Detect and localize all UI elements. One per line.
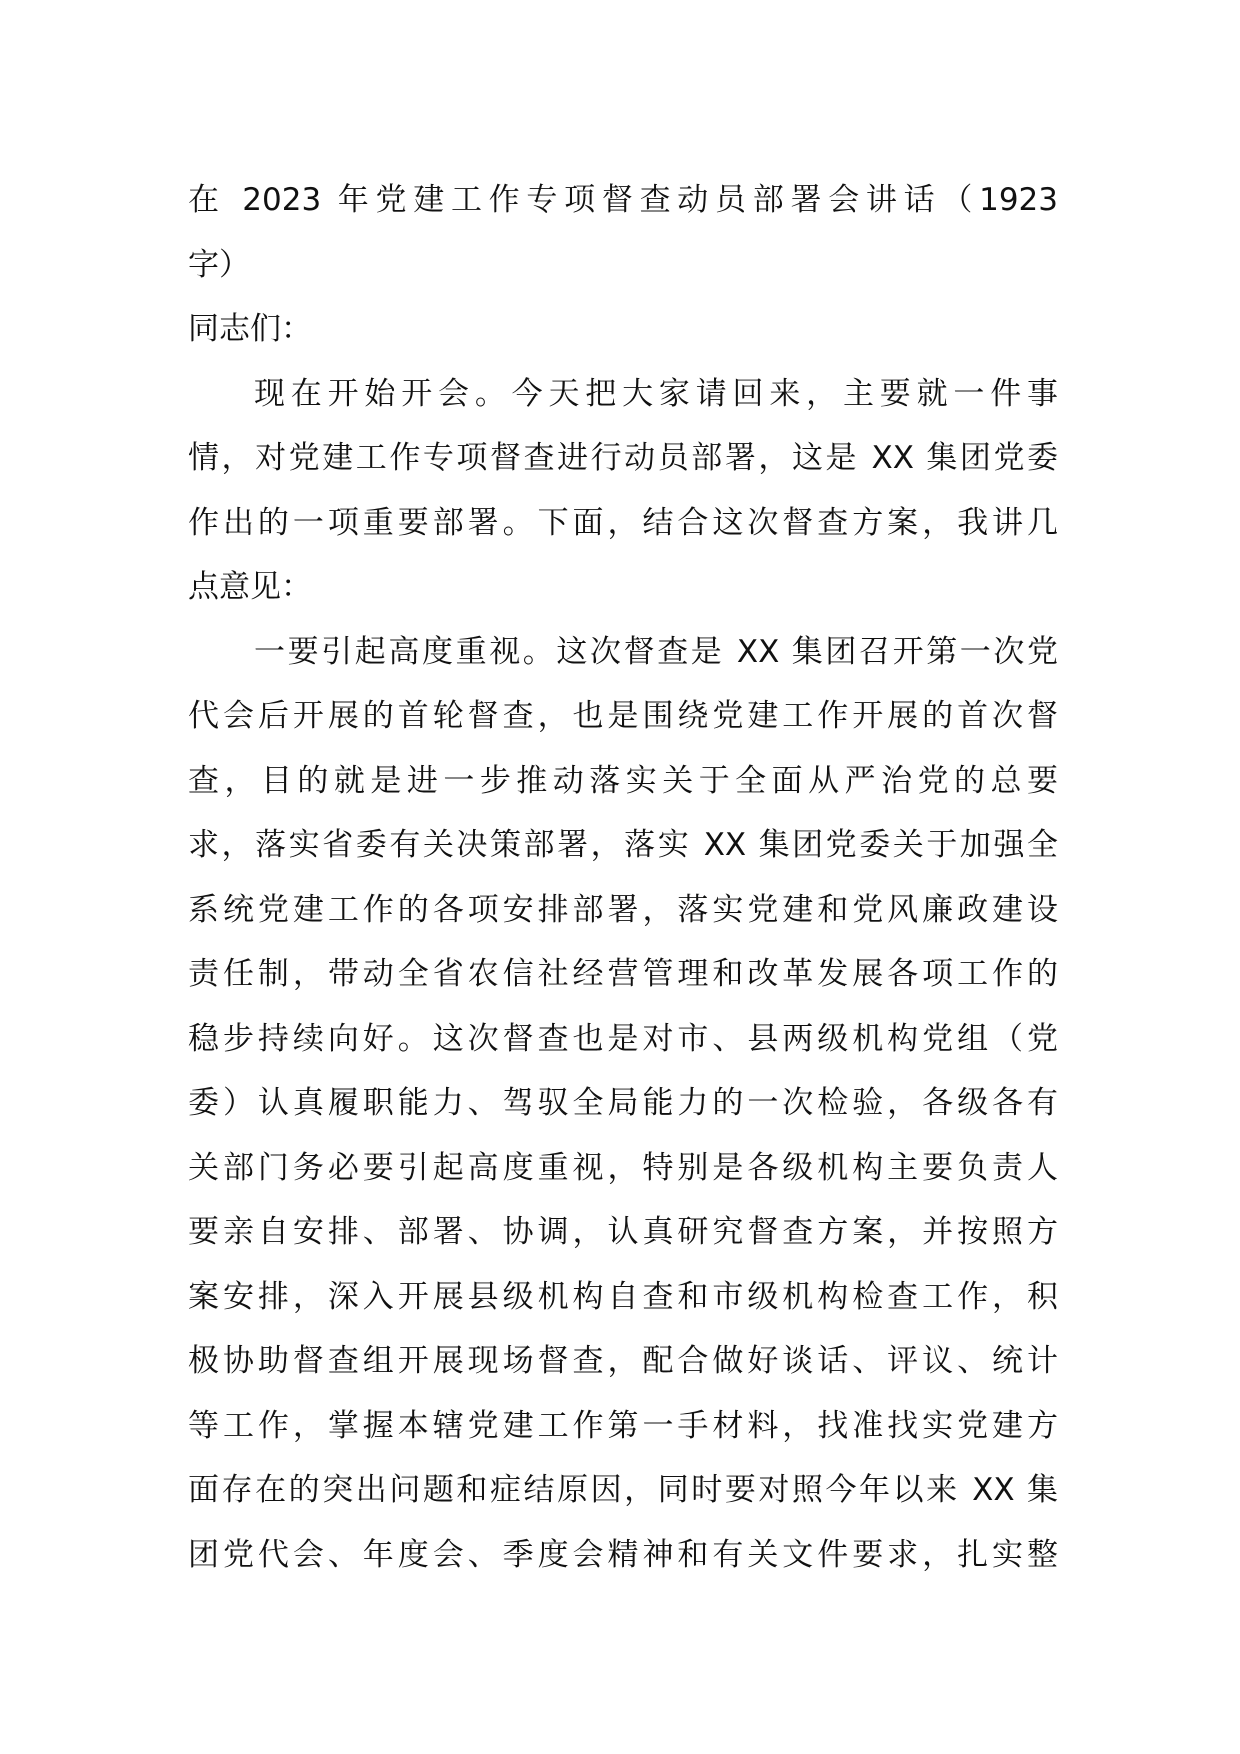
paragraph-line: 案安排，深入开展县级机构自查和市级机构检查工作，积	[188, 1278, 1058, 1315]
paragraph-line: 系统党建工作的各项安排部署，落实党建和党风廉政建设	[188, 891, 1058, 928]
paragraph-line: 稳步持续向好。这次督查也是对市、县两级机构党组（党	[188, 1020, 1058, 1057]
paragraph-line: 责任制，带动全省农信社经营管理和改革发展各项工作的	[188, 956, 1058, 992]
paragraph-2	[188, 620, 1058, 1588]
paragraph-line: 等工作，掌握本辖党建工作第一手材料，找准找实党建方	[188, 1407, 1058, 1444]
paragraph-line: 现在开始开会。今天把大家请回来，主要就一件事	[254, 375, 1058, 412]
paragraph-line: 代会后开展的首轮督查，也是围绕党建工作开展的首次督	[188, 698, 1058, 734]
paragraph-line: 求，落实省委有关决策部署，落实 XX 集团党委关于加强全	[188, 827, 1058, 863]
paragraph-1	[188, 362, 1058, 620]
paragraph-line: 一要引起高度重视。这次督查是 XX 集团召开第一次党	[254, 633, 1058, 670]
paragraph-line: 情，对党建工作专项督查进行动员部署，这是 XX 集团党委	[188, 440, 1058, 476]
paragraph-line: 面存在的突出问题和症结原因，同时要对照今年以来 XX 集	[188, 1472, 1058, 1508]
paragraph-line: 极协助督查组开展现场督查，配合做好谈话、评议、统计	[188, 1343, 1058, 1379]
paragraph-line: 查，目的就是进一步推动落实关于全面从严治党的总要	[188, 762, 1058, 799]
title-line-2: 字）	[188, 246, 250, 283]
paragraph-line: 关部门务必要引起高度重视，特别是各级机构主要负责人	[188, 1149, 1058, 1186]
paragraph-line: 委）认真履职能力、驾驭全局能力的一次检验，各级各有	[188, 1085, 1058, 1121]
paragraph-line: 要亲自安排、部署、协调，认真研究督查方案，并按照方	[188, 1214, 1058, 1250]
title-line-1: 在 2023 年党建工作专项督查动员部署会讲话（1923	[188, 182, 1058, 218]
salutation: 同志们：	[188, 311, 312, 347]
document-page	[188, 168, 1058, 1587]
paragraph-line: 点意见：	[188, 569, 312, 605]
paragraph-line: 作出的一项重要部署。下面，结合这次督查方案，我讲几	[188, 504, 1058, 541]
paragraph-line: 团党代会、年度会、季度会精神和有关文件要求，扎实整	[188, 1536, 1058, 1573]
